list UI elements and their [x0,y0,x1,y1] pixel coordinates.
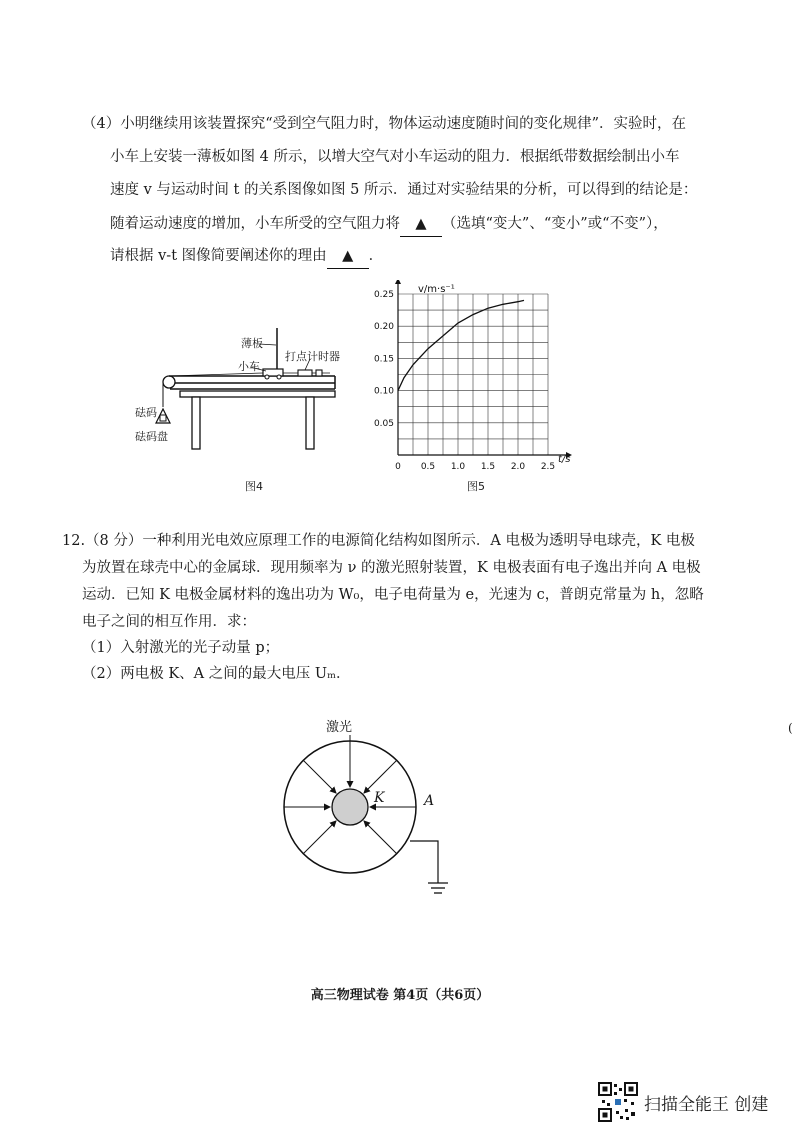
label-weight-tray: 砝码盘 [135,430,168,443]
x-tick-label: 0.5 [420,462,436,472]
series-line-v-t [398,300,524,390]
answer-blank-2: ▲ [327,244,369,269]
scan-watermark [598,1082,768,1122]
pulley [163,376,175,388]
q12-line4: 电子之间的相互作用．求： [82,614,256,630]
answer-blank-1: ▲ [400,212,442,237]
label-thin-board: 薄板 [241,337,263,350]
y-tick-label: 0.20 [373,322,394,333]
x-tick-label: 1.0 [450,462,466,472]
y-tick-label: 0.25 [373,290,394,300]
q11-part4-line2: 小车上安装一薄板如图 4 所示，以增大空气对小车运动的阻力．根据纸带数据绘制出小车 [110,149,680,165]
label-laser: 激光 [326,720,353,735]
label-K: K [374,790,385,806]
table-top [180,391,335,397]
q12-line3: 运动．已知 K 电极金属材料的逸出功为 W₀，电子电荷量为 e，光速为 c，普朗克常量为 h，忽略 [82,587,704,603]
timer [298,370,312,376]
chart-axes [395,280,572,458]
label-weight: 砝码 [135,406,157,419]
figure6-photoelectric-sphere [270,735,470,915]
scan-badge-text: 扫描全能王 创建 [644,1094,769,1115]
ground-icon [428,883,448,893]
y-tick-label: 0.15 [373,354,394,365]
x-tick-label: 2.0 [510,462,526,472]
y-tick-label: 0.10 [373,386,394,397]
ground-wire [410,841,438,883]
y-axis-label: v/m·s⁻¹ [418,284,455,295]
line4-prefix: 随着运动速度的增加，小车所受的空气阻力将 [110,216,400,232]
sphere-K [332,789,368,825]
q11-part4-line4 [110,212,668,237]
line5-prefix: 请根据 v-t 图像简要阐述你的理由 [110,248,327,264]
label-cart: 小车 [238,360,260,373]
y-tick-label: 0.05 [373,418,394,429]
label-timer: 打点计时器 [285,350,340,363]
y-axis-arrow [395,280,401,284]
q12-sub2: （2）两电极 K、A 之间的最大电压 Uₘ． [82,666,351,682]
x-tick-label: 2.5 [540,462,556,472]
figure5-caption: 图5 [467,480,485,493]
qr-code-icon [598,1082,638,1122]
figure4-caption: 图4 [245,480,263,493]
page-footer: 高三物理试卷 第4页（共6页） [310,988,490,1003]
figure5-vt-chart [340,280,580,495]
label-A: A [424,793,435,809]
margin-mark: ( [788,721,793,735]
q12-sub1: （1）入射激光的光子动量 p； [82,640,280,656]
line5-suffix: ． [368,248,384,264]
chart-grid [398,294,548,455]
q11-part4-line1: （4）小明继续用该装置探究“受到空气阻力时，物体运动速度随时间的变化规律”．实验时，在 [82,116,687,132]
x-tick-label: 1.5 [480,462,496,472]
line4-suffix: （选填“变大”、“变小”或“不变”）， [442,216,668,232]
x-axis-label: t/s [558,454,571,465]
table-leg-left [192,397,200,449]
table-leg-right [306,397,314,449]
weight-block [160,415,166,421]
q12-line2: 为放置在球壳中心的金属球．现用频率为 ν 的激光照射装置，K 电极表面有电子逸出并向 A 电极 [82,560,701,576]
chart-ticks [374,290,555,472]
q12-line1: 12.（8 分）一种利用光电效应原理工作的电源简化结构如图所示．A 电极为透明导电球壳，K 电极 [62,533,695,549]
x-tick-label: 0 [395,462,401,472]
q11-part4-line3: 速度 v 与运动时间 t 的关系图像如图 5 所示．通过对实验结果的分析，可以得到的结论是： [110,182,698,198]
q11-part4-line5 [110,244,383,269]
